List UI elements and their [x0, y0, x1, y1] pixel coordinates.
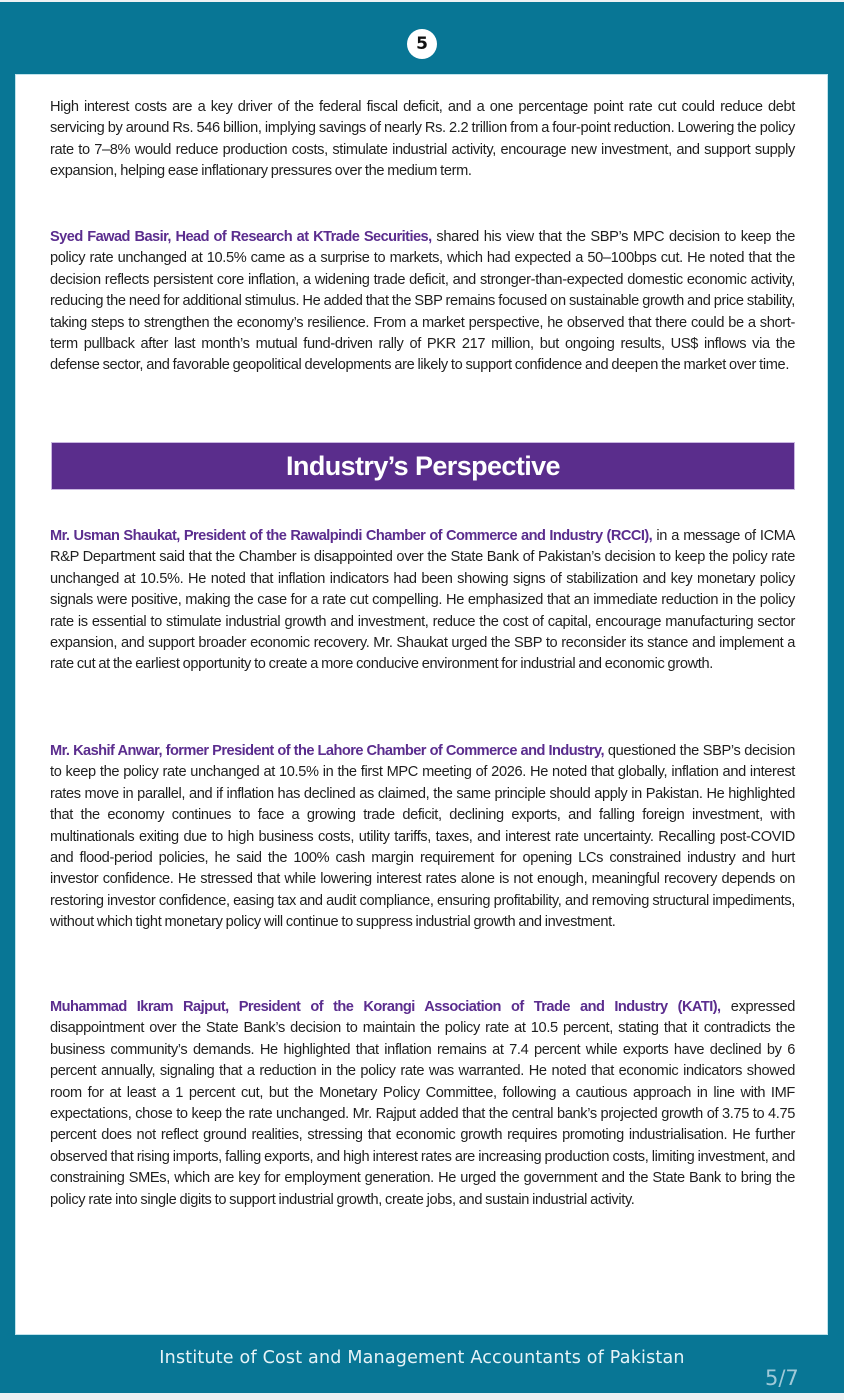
speaker-name: Muhammad Ikram Rajput, President of the Korangi Association of Trade and Industry (KATI),	[50, 999, 721, 1015]
paragraph-text: in a message of ICMA R&P Department said that the Chamber is disappointed over the State Bank of Pakistan’s decision to keep the policy rate unchanged at 10.5%. He noted that inflation indicators had been showing signs of stabilization and key monetary policy signals were positive, making the case for a rate cut compelling. He emphasized that an immediate reduction in the policy rate is essential to stimulate industrial growth and investment, reduce the cost of capital, encourage manufacturing sector expansion, and support broader economic recovery. Mr. Shaukat urged the SBP to reconsider its stance and implement a rate cut at the earliest opportunity to create a more conducive environment for industrial and economic growth.	[50, 528, 795, 673]
industry-view-paragraph	[50, 741, 795, 934]
speaker-name: Mr. Kashif Anwar, former President of the Lahore Chamber of Commerce and Industry,	[50, 743, 605, 759]
industry-view-paragraph	[50, 997, 795, 1211]
intro-text: High interest costs are a key driver of the federal fiscal deficit, and a one percentage point rate cut could reduce debt servicing by around Rs. 546 billion, implying savings of nearly Rs. 2.2 trillion from a four-point reduction. Lowering the policy rate to 7–8% would reduce production costs, stimulate industrial activity, encourage new investment, and support supply expansion, helping ease inflationary pressures over the medium term.	[50, 99, 795, 180]
paragraph-text: shared his view that the SBP’s MPC decision to keep the policy rate unchanged at 10.5% came as a surprise to markets, which had expected a 50–100bps cut. He noted that the decision reflects persistent core inflation, a widening trade deficit, and stronger-than-expected domestic economic activity, reducing the need for additional stimulus. He added that the SBP remains focused on sustainable growth and price stability, taking steps to strengthen the economy’s resilience. From a market perspective, he observed that there could be a short-term pullback after last month’s mutual fund-driven rally of PKR 217 million, but ongoing results, US$ inflows via the defense sector, and favorable geopolitical developments are likely to support confidence and deepen the market over time.	[50, 229, 795, 374]
paragraph-text: questioned the SBP’s decision to keep the policy rate unchanged at 10.5% in the first MPC meeting of 2026. He noted that globally, inflation and interest rates move in parallel, and if inflation has declined as claimed, the same principle should apply in Pakistan. He highlighted that the economy continues to face a growing trade deficit, declining exports, and falling foreign investment, with multinationals exiting due to high business costs, utility tariffs, taxes, and interest rate uncertainty. Recalling post-COVID and flood-period policies, he said the 100% cash margin requirement for opening LCs constrained industry and hurt investor confidence. He stressed that while lowering interest rates alone is not enough, meaningful recovery depends on restoring investor confidence, easing tax and audit compliance, ensuring profitability, and removing structural impediments, without which tight monetary policy will continue to suppress industrial growth and investment.	[50, 743, 795, 931]
speaker-name: Syed Fawad Basir, Head of Research at KTrade Securities,	[50, 229, 432, 245]
intro-paragraph	[50, 97, 795, 183]
section-title: Industry’s Perspective	[286, 450, 560, 481]
footer-organization: Institute of Cost and Management Accountants of Pakistan	[159, 1348, 685, 1368]
page-number-badge: 5	[407, 29, 437, 59]
speaker-name: Mr. Usman Shaukat, President of the Rawalpindi Chamber of Commerce and Industry (RCCI),	[50, 528, 653, 544]
paragraph-text: expressed disappointment over the State Bank’s decision to maintain the policy rate at 10.5 percent, stating that it contradicts the business community’s demands. He highlighted that inflation remains at 7.4 percent while exports have declined by 6 percent annually, signaling that a reduction in the policy rate was warranted. He noted that economic indicators showed room for at least a 1 percent cut, but the Monetary Policy Committee, following a cautious approach in line with IMF expectations, chose to keep the rate unchanged. Mr. Rajput added that the central bank’s projected growth of 3.75 to 4.75 percent does not reflect ground realities, stressing that economic growth requires promoting industrialisation. He further observed that rising imports, falling exports, and high interest rates are increasing production costs, limiting investment, and constraining SMEs, which are key for employment generation. He urged the government and the State Bank to bring the policy rate into single digits to support industrial growth, create jobs, and sustain industrial activity.	[50, 999, 795, 1208]
market-view-paragraph	[50, 227, 795, 377]
page-indicator: 5/7	[765, 1366, 799, 1390]
industry-view-paragraph	[50, 526, 795, 676]
section-banner	[51, 442, 795, 490]
